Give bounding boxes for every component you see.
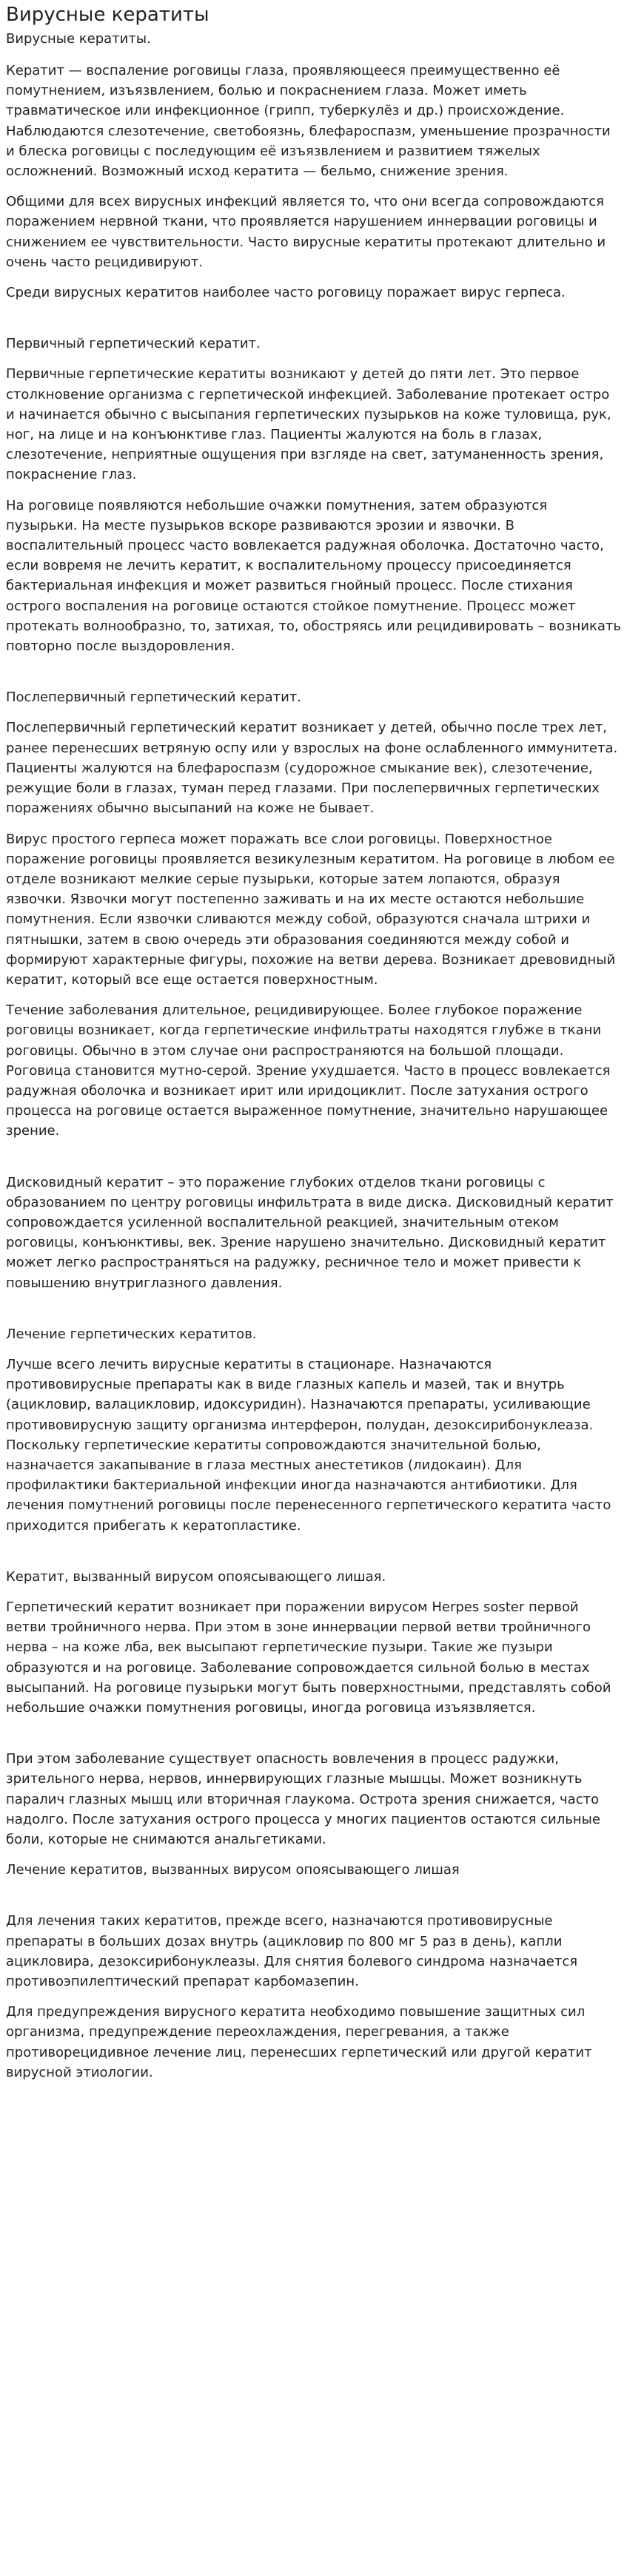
section-spacer	[6, 313, 621, 334]
paragraph: Кератит — воспаление роговицы глаза, проявляющееся преимущественно её помутнением, изъязвлением, болью и покраснением глаза. Может иметь травматическое или инфекционное (грипп, туберкулёз и др.) происхождение. Наблюдаются слезотечение, светобоязнь, блефароспазм, уменьшение прозрачности и блеска роговицы с последующим её изъязвлением и развитием тяжелых осложнений. Возможный исход кератита — бельмо, снижение зрения.	[6, 63, 611, 180]
section-spacer	[6, 1890, 621, 1911]
paragraph: Общими для всех вирусных инфекций является то, что они всегда сопровождаются поражением нервной ткани, что проявляется нарушением иннервации роговицы и снижением ее чувствительности. Часто вирусные кератиты протекают длительно и очень часто рецидивируют.	[6, 194, 606, 270]
paragraph: Течение заболевания длительное, рецидивирующее. Более глубокое поражение роговицы возникает, когда герпетические инфильтраты находятся глубже в ткани роговицы. Обычно в этом случае они распространяются на большой площади. Роговица становится мутно-серой. Зрение ухудшается. Часто в процесс вовлекается радужная оболочка и возникает ирит или иридоциклит. После затухания острого процесса на роговице остается выраженное помутнение, значительно нарушающее зрение.	[6, 1002, 611, 1139]
paragraph: На роговице появляются небольшие очажки помутнения, затем образуются пузырьки. На месте пузырьков вскоре развиваются эрозии и язвочки. В воспалительный процесс часто вовлекается радужная оболочка. Достаточно часто, если вовремя не лечить кератит, к воспалительному процессу присоединяется бактериальная инфекция и может развиться гнойный процесс. После стихания острого воспаления на роговице остаются стойкое помутнение. Процесс может протекать волнообразно, то, затихая, то, обостряясь или рецидивировать – возникать повторно после выздоровления.	[6, 497, 621, 655]
page-subtitle: Вирусные кератиты.	[6, 31, 151, 47]
paragraph: При этом заболевание существует опасность вовлечения в процесс радужки, зрительного нерва, нервов, иннервирующих глазные мышцы. Может возникнуть паралич глазных мышц или вторичная глаукома. Острота зрения снижается, часто надолго. После затухания острого процесса у многих пациентов остаются сильные боли, которые не снимаются анальгетиками.	[6, 1751, 600, 1848]
paragraph: Лучше всего лечить вирусные кератиты в стационаре. Назначаются противовирусные препараты как в виде глазных капель и мазей, так и внутрь (ацикловир, валацикловир, идоксуридин). Назначаются препараты, усиливающие противовирусную защиту организма интерферон, полудан, дезоксирибонуклеаза. Поскольку герпетические кератиты сопровождаются значительной болью, назначается закапывание в глаза местных анестетиков (лидокаин). Для профилактики бактериальной инфекции иногда назначаются антибиотики. Для лечения помутнений роговицы после перенесенного герпетического кератита часто приходится прибегать к кератопластике.	[6, 1356, 611, 1534]
paragraph: Лечение герпетических кератитов.	[6, 1326, 257, 1342]
section-spacer	[6, 667, 621, 687]
paragraph: Для лечения таких кератитов, прежде всего, назначаются противовирусные препараты в больших дозах внутрь (ацикловир по 800 мг 5 раз в день), капли ацикловира, дезоксирибонуклеазы. Для снятия болевого синдрома назначается противоэпилептический препарат карбомазепин.	[6, 1913, 578, 1990]
paragraph: Дисковидный кератит – это поражение глубоких отделов ткани роговицы с образованием по центру роговицы инфильтрата в виде диска. Дисковидный кератит сопровождается усиленной воспалительной реакцией, значительным отеком роговицы, конъюнктивы, век. Зрение нарушено значительно. Дисковидный кератит может легко распространяться на радужку, ресничное тело и может привести к повышению внутриглазного давления.	[6, 1174, 614, 1291]
paragraph: Лечение кератитов, вызванных вирусом опоясывающего лишая	[6, 1862, 460, 1878]
section-spacer	[6, 1546, 621, 1567]
paragraph: Первичный герпетический кератит.	[6, 336, 261, 352]
paragraph: Послепервичный герпетический кератит.	[6, 689, 302, 706]
article-body	[6, 61, 621, 2083]
paragraph: Кератит, вызванный вирусом опоясывающего лишая.	[6, 1568, 386, 1585]
paragraph: Первичные герпетические кератиты возникают у детей до пяти лет. Это первое столкновение организма с герпетической инфекцией. Заболевание протекает остро и начинается обычно с высыпания герпетических пузырьков на коже туловища, рук, ног, на лице и на конъюнктиве глаз. Пациенты жалуются на боль в глазах, слезотечение, неприятные ощущения при взгляде на свет, затуманенность зрения, покраснение глаз.	[6, 366, 611, 483]
paragraph: Герпетический кератит возникает при поражении вирусом Herpes soster первой ветви тройничного нерва. При этом в зоне иннервации первой ветви тройничного нерва – на коже лба, век высыпают герпетические пузыри. Такие же пузыри образуются и на роговице. Заболевание сопровождается сильной болью в местах высыпаний. На роговице пузырьки могут быть поверхностными, представлять собой небольшие очажки помутнения роговицы, иногда роговица изъязвляется.	[6, 1599, 611, 1716]
page-title: Вирусные кератиты	[6, 4, 209, 26]
paragraph: Вирус простого герпеса может поражать все слои роговицы. Поверхностное поражение роговицы проявляется везикулезным кератитом. На роговице в любом ее отделе возникают мелкие серые пузырьки, которые затем лопаются, образуя язвочки. Язвочки могут постепенно заживать и на их месте остаются небольшие помутнения. Если язвочки сливаются между собой, образуются сначала штрихи и пятнышки, затем в свою очередь эти образования соединяются между собой и формируют характерные фигуры, похожие на ветви дерева. Возникает древовидный кератит, который все еще остается поверхностным.	[6, 831, 616, 988]
paragraph: Для предупреждения вирусного кератита необходимо повышение защитных сил организма, предупреждение переохлаждения, перегревания, а также противорецидивное лечение лиц, перенесших герпетический или другой кератит вирусной этиологии.	[6, 2004, 592, 2080]
section-spacer	[6, 1728, 621, 1749]
section-spacer	[6, 1304, 621, 1324]
paragraph: Послепервичный герпетический кератит возникает у детей, обычно после трех лет, ранее перенесших ветряную оспу или у взрослых на фоне ослабленного иммунитета. Пациенты жалуются на блефароспазм (судорожное смыкание век), слезотечение, режущие боли в глазах, туман перед глазами. При послепервичных герпетических поражениях обычно высыпаний на коже не бывает.	[6, 720, 618, 817]
section-spacer	[6, 1152, 621, 1173]
paragraph: Среди вирусных кератитов наиболее часто роговицу поражает вирус герпеса.	[6, 285, 566, 301]
